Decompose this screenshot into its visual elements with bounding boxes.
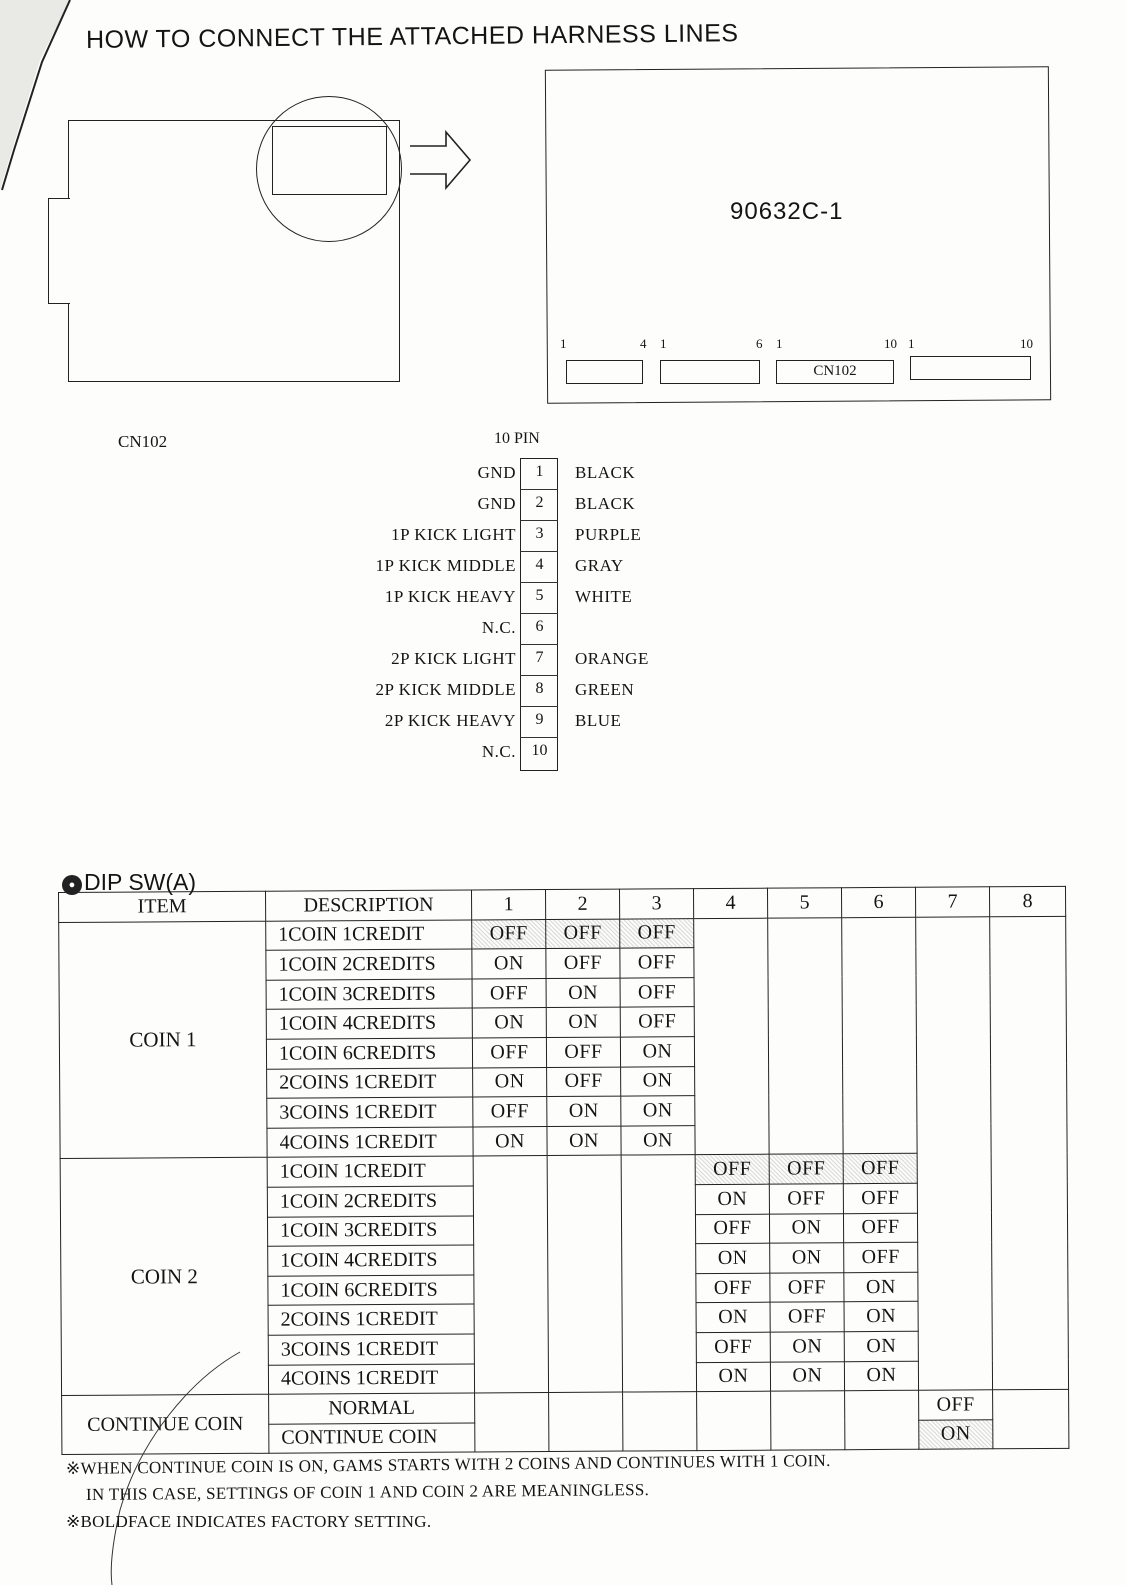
setting-description: 1COIN 1CREDIT <box>267 1156 473 1187</box>
pin-signal: 2P KICK LIGHT <box>391 649 516 668</box>
pcb-notch <box>48 198 70 304</box>
setting-description: 1COIN 6CREDITS <box>268 1275 474 1306</box>
board-model-number: 90632C-1 <box>730 198 844 225</box>
connector-cn102: CN102 <box>776 360 894 384</box>
switch-value: ON <box>473 1067 547 1097</box>
pin-divider <box>520 706 558 707</box>
empty-cell <box>842 917 917 1154</box>
connector-pin-label: 4 <box>640 336 647 351</box>
header-item: ITEM <box>59 891 266 922</box>
wire-color: BLUE <box>575 711 622 730</box>
empty-cell <box>768 917 843 1154</box>
setting-description: 1COIN 3CREDITS <box>267 1215 473 1246</box>
switch-value: OFF <box>472 919 546 949</box>
switch-value: OFF <box>620 918 694 948</box>
switch-value: ON <box>621 1096 695 1126</box>
switch-value: OFF <box>472 978 546 1008</box>
switch-value: ON <box>547 1126 621 1156</box>
switch-value: ON <box>546 1007 620 1037</box>
setting-description: NORMAL <box>269 1393 475 1424</box>
header-switch: 7 <box>915 887 989 917</box>
pin-number: 5 <box>535 587 544 604</box>
pin-divider <box>520 582 558 583</box>
header-switch: 8 <box>989 886 1065 916</box>
connector-6pin <box>660 360 760 384</box>
pin-divider <box>520 644 558 645</box>
empty-cell <box>916 916 993 1390</box>
header-description: DESCRIPTION <box>265 890 471 921</box>
switch-value: ON <box>844 1272 918 1302</box>
switch-value: OFF <box>546 919 620 949</box>
switch-value: OFF <box>843 1183 917 1213</box>
pin-number: 7 <box>535 649 544 666</box>
switch-value: OFF <box>620 948 694 978</box>
header-switch: 6 <box>841 887 915 917</box>
switch-value: ON <box>919 1419 993 1449</box>
switch-value: OFF <box>844 1242 918 1272</box>
setting-description: 3COINS 1CREDIT <box>268 1334 474 1365</box>
wire-color: WHITE <box>575 587 633 606</box>
connector-pin-label: 1 <box>776 336 783 351</box>
switch-value: ON <box>472 1008 546 1038</box>
connector-pin-label: 6 <box>756 336 763 351</box>
wire-color: BLACK <box>575 463 636 482</box>
switch-value: OFF <box>546 948 620 978</box>
switch-value: ON <box>621 1066 695 1096</box>
empty-cell <box>623 1392 697 1452</box>
switch-value: OFF <box>919 1390 993 1420</box>
setting-description: 3COINS 1CREDIT <box>267 1097 473 1128</box>
setting-description: CONTINUE COIN <box>269 1423 475 1454</box>
switch-value: OFF <box>770 1272 844 1302</box>
switch-value: ON <box>770 1361 844 1391</box>
header-switch: 4 <box>693 888 767 918</box>
switch-value: ON <box>620 1037 694 1067</box>
switch-value: OFF <box>620 977 694 1007</box>
switch-value: ON <box>472 949 546 979</box>
note-continue-coin: ※WHEN CONTINUE COIN IS ON, GAMS STARTS WITH 2 COINS AND CONTINUES WITH 1 COIN. <box>65 1450 831 1478</box>
setting-description: 4COINS 1CREDIT <box>268 1363 474 1394</box>
table-row <box>59 916 1066 952</box>
header-switch: 5 <box>767 888 841 918</box>
pin-signal: 1P KICK MIDDLE <box>375 556 516 575</box>
connector-4pin <box>566 360 643 384</box>
switch-value: ON <box>546 978 620 1008</box>
bullet-icon: ● <box>62 875 82 895</box>
connector-pin-label: 1 <box>560 336 567 351</box>
switch-value: ON <box>770 1332 844 1362</box>
pin-signal: 1P KICK HEAVY <box>384 587 516 606</box>
switch-value: ON <box>769 1213 843 1243</box>
empty-cell <box>993 1389 1069 1449</box>
item-continue-coin: CONTINUE COIN <box>62 1394 269 1454</box>
pin-divider <box>520 489 558 490</box>
wire-color: BLACK <box>575 494 636 513</box>
pin-signal: N.C. <box>481 618 516 637</box>
page-title: HOW TO CONNECT THE ATTACHED HARNESS LINES <box>85 19 739 54</box>
switch-value: OFF <box>472 1037 546 1067</box>
pin-signal: 2P KICK HEAVY <box>384 711 516 730</box>
note-factory-setting: ※BOLDFACE INDICATES FACTORY SETTING. <box>66 1512 432 1531</box>
wire-color: PURPLE <box>575 525 642 544</box>
pin-number: 2 <box>535 494 544 511</box>
setting-description: 1COIN 2CREDITS <box>267 1186 473 1217</box>
note-meaningless: IN THIS CASE, SETTINGS OF COIN 1 AND COIN 2 ARE MEANINGLESS. <box>85 1480 650 1504</box>
pin-signal: GND <box>477 463 516 482</box>
switch-value: OFF <box>769 1184 843 1214</box>
dip-heading-text: DIP SW(A) <box>84 869 197 895</box>
connector-pin-label: 10 <box>1020 336 1033 351</box>
switch-value: ON <box>844 1302 918 1332</box>
item-coin-1: COIN 1 <box>59 921 267 1159</box>
switch-value: OFF <box>769 1154 843 1184</box>
pin-signal: 2P KICK MIDDLE <box>375 680 516 699</box>
pin-count-heading: 10 PIN <box>494 430 540 447</box>
switch-value: ON <box>695 1184 769 1214</box>
pin-number: 8 <box>535 680 544 697</box>
pin-number: 4 <box>535 556 544 573</box>
switch-value: OFF <box>620 1007 694 1037</box>
switch-value: ON <box>473 1126 547 1156</box>
setting-description: 2COINS 1CREDIT <box>267 1068 473 1099</box>
switch-value: ON <box>621 1125 695 1155</box>
switch-value: ON <box>696 1243 770 1273</box>
pin-number: 10 <box>531 742 548 759</box>
pin-signal: N.C. <box>481 742 516 761</box>
pin-number: 3 <box>535 525 544 542</box>
board-detail <box>545 66 1051 404</box>
empty-cell <box>547 1155 622 1392</box>
header-switch: 1 <box>471 890 545 920</box>
empty-cell <box>694 918 769 1155</box>
connector-pin-label: 1 <box>660 336 667 351</box>
switch-value: OFF <box>770 1302 844 1332</box>
pin-divider <box>520 737 558 738</box>
switch-value: OFF <box>843 1154 917 1184</box>
switch-value: OFF <box>696 1332 770 1362</box>
pin-signal: 1P KICK LIGHT <box>391 525 516 544</box>
pin-divider <box>520 520 558 521</box>
switch-value: OFF <box>547 1067 621 1097</box>
wire-color: GREEN <box>575 680 635 699</box>
switch-value: OFF <box>843 1213 917 1243</box>
wire-color: ORANGE <box>575 649 649 668</box>
zoom-area-rect <box>272 126 387 195</box>
switch-value: ON <box>547 1096 621 1126</box>
cn102-heading: CN102 <box>118 432 168 451</box>
switch-value: OFF <box>695 1155 769 1185</box>
switch-value: OFF <box>695 1214 769 1244</box>
empty-cell <box>771 1391 845 1451</box>
empty-cell <box>621 1155 696 1392</box>
header-switch: 2 <box>545 889 619 919</box>
empty-cell <box>697 1391 771 1451</box>
connector-pin-label: 1 <box>908 336 915 351</box>
pin-signal: GND <box>477 494 516 513</box>
setting-description: 1COIN 4CREDITS <box>266 1008 472 1039</box>
setting-description: 1COIN 6CREDITS <box>266 1038 472 1069</box>
empty-cell <box>990 916 1069 1390</box>
switch-value: ON <box>844 1361 918 1391</box>
wire-color: GRAY <box>575 556 624 575</box>
pin-number: 1 <box>535 463 544 480</box>
setting-description: 1COIN 1CREDIT <box>266 920 472 951</box>
empty-cell <box>549 1392 623 1452</box>
switch-value: ON <box>696 1362 770 1392</box>
item-coin-2: COIN 2 <box>60 1158 268 1396</box>
setting-description: 1COIN 4CREDITS <box>268 1245 474 1276</box>
setting-description: 4COINS 1CREDIT <box>267 1127 473 1158</box>
empty-cell <box>475 1393 549 1453</box>
setting-description: 1COIN 2CREDITS <box>266 949 472 980</box>
switch-value: ON <box>844 1331 918 1361</box>
pin-divider <box>520 551 558 552</box>
switch-value: OFF <box>546 1037 620 1067</box>
pin-divider <box>520 613 558 614</box>
connector-10pin <box>910 356 1031 380</box>
arrow-right-icon <box>408 128 478 192</box>
pin-number: 9 <box>535 711 544 728</box>
pin-divider <box>520 675 558 676</box>
header-switch: 3 <box>619 889 693 919</box>
setting-description: 1COIN 3CREDITS <box>266 979 472 1010</box>
switch-value: OFF <box>696 1273 770 1303</box>
switch-value: OFF <box>473 1097 547 1127</box>
connector-pin-label: 10 <box>884 336 897 351</box>
setting-description: 2COINS 1CREDIT <box>268 1304 474 1335</box>
empty-cell <box>473 1156 548 1393</box>
switch-value: ON <box>770 1243 844 1273</box>
empty-cell <box>845 1390 919 1450</box>
switch-value: ON <box>696 1302 770 1332</box>
pin-number: 6 <box>535 618 544 635</box>
